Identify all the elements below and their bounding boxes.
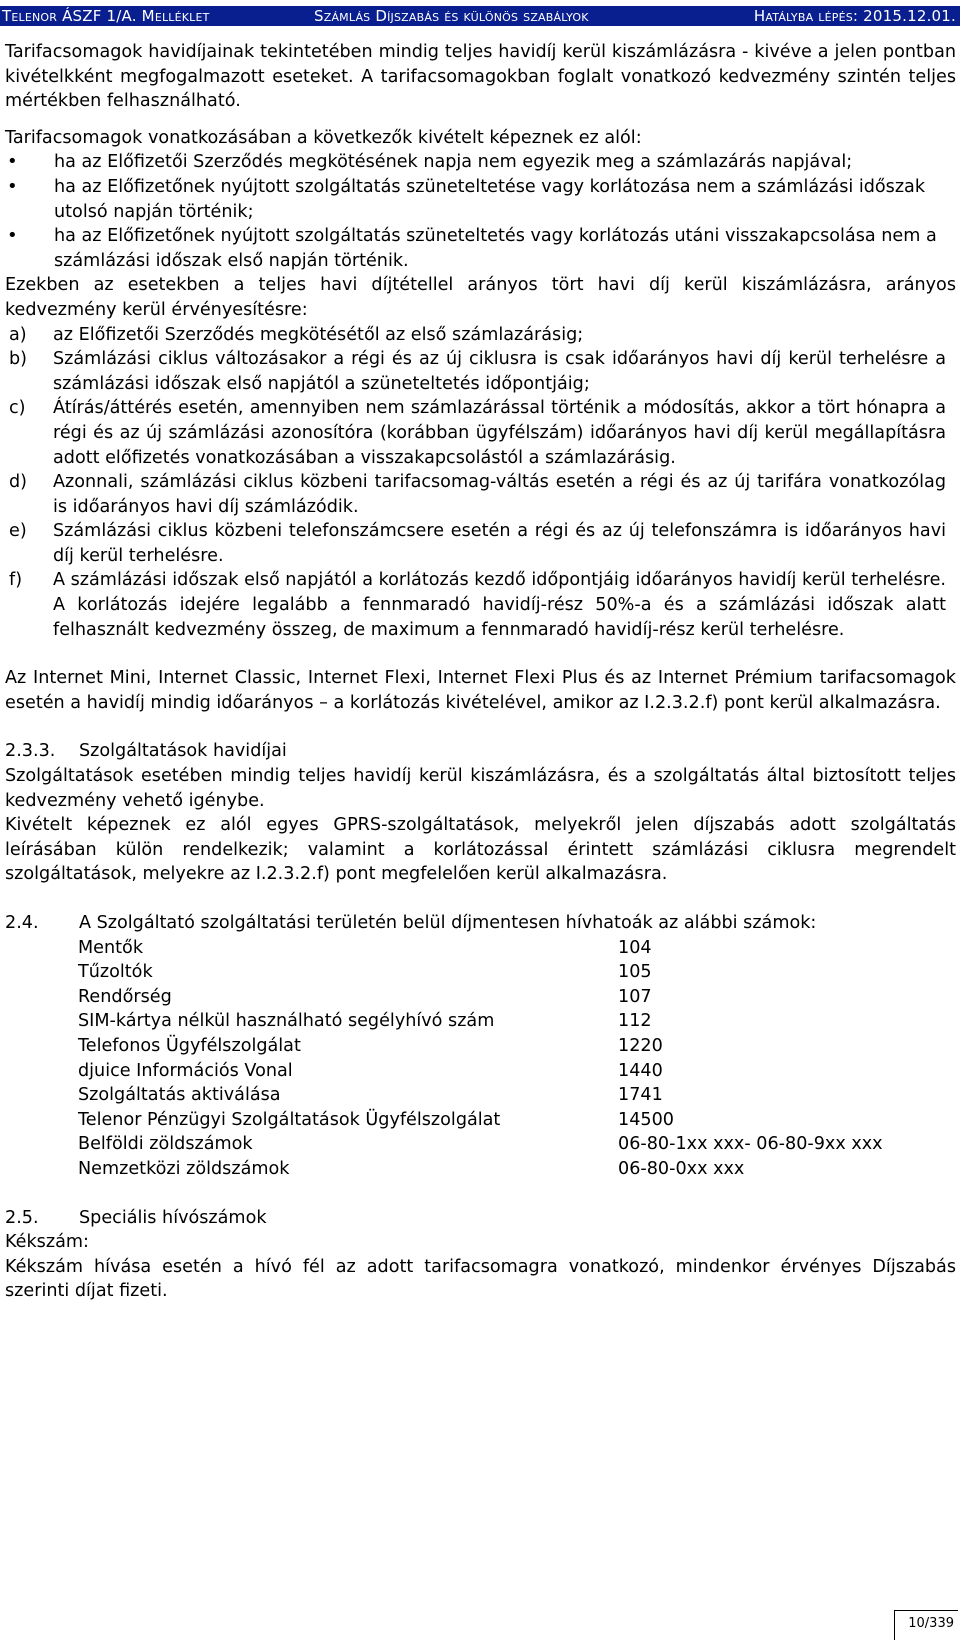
- table-row: [78, 1157, 883, 1182]
- list-label: a): [9, 324, 27, 345]
- list-item: • ha az Előfizetői Szerződés megkötésének napja nem egyezik meg a számlazárás napjával;: [5, 150, 956, 175]
- phone-number-cell: 104: [618, 937, 652, 958]
- table-row: [78, 1009, 883, 1034]
- service-name-cell: Tűzoltók: [78, 962, 153, 983]
- section-number: 2.3.3.: [5, 741, 56, 762]
- phone-number-cell: 112: [618, 1011, 652, 1032]
- page-header: [0, 4, 960, 28]
- list-item: [5, 470, 956, 519]
- phone-number-cell: 107: [618, 986, 652, 1007]
- phone-number-cell: 1440: [618, 1060, 663, 1081]
- section-233-heading: [5, 739, 956, 764]
- list-text: Számlázási ciklus közbeni telefonszámcsere esetén a régi és az új telefonszámra is időarányos havi díj kerül terhelésre.: [53, 521, 946, 566]
- header-effective-date: Hatályba lépés: 2015.12.01.: [753, 7, 956, 25]
- section-title: A Szolgáltató szolgáltatási területén belül díjmentesen hívhatoák az alábbi számok:: [79, 913, 817, 933]
- list-item: [5, 323, 956, 348]
- service-name-cell: djuice Információs Vonal: [78, 1060, 293, 1081]
- page-number-rule-vertical: [894, 1610, 895, 1640]
- page-number: 10/339: [908, 1616, 954, 1631]
- section-number: 2.5.: [5, 1207, 39, 1228]
- list-label: f): [9, 570, 23, 591]
- section-25-subtitle: Kékszám:: [5, 1232, 89, 1253]
- table-row: [78, 960, 883, 985]
- service-name-cell: Mentők: [78, 937, 144, 958]
- list-text: A számlázási időszak első napjától a korlátozás kezdő időpontjáig időarányos havidíj kerül terhelésre. A korlátozás idejére legalább a fennmaradó havidíj-rész 50%-a és a számlázási időszak alatt felhasznált kedvezmény összeg, de maximum a fennmaradó havidíj-rész kerül terhelésre.: [53, 570, 947, 640]
- table-row: [78, 936, 883, 961]
- table-row: [78, 1083, 883, 1108]
- list-item: [5, 568, 956, 642]
- section-title: Speciális hívószámok: [79, 1207, 267, 1228]
- list-label: d): [9, 472, 28, 493]
- section-number: 2.4.: [5, 913, 39, 933]
- list-item: • ha az Előfizetőnek nyújtott szolgáltatás szüneteltetés vagy korlátozás utáni visszakapcsolása nem a számlázási időszak első napján történik.: [5, 224, 956, 273]
- section-25-paragraph: Kékszám hívása esetén a hívó fél az adott tarifacsomagra vonatkozó, mindenkor érvényes Díjszabás szerinti díjat fizeti.: [5, 1256, 956, 1302]
- list-text: Azonnali, számlázási ciklus közbeni tarifacsomag-váltás esetén a régi és az új tarifára vonatkozólag is időarányos havi díj számlázódik.: [53, 472, 946, 517]
- list-text: Számlázási ciklus változásakor a régi és az új ciklusra is csak időarányos havi díj kerül terhelésre a számlázási időszak első napjától a szüneteltetés időpontjáig;: [53, 349, 946, 394]
- exceptions-list: [5, 150, 956, 273]
- cases-list: [5, 323, 956, 643]
- cases-intro: Ezekben az esetekben a teljes havi díjtétellel arányos tört havi díj kerül kiszámlázásra, arányos kedvezmény kerül érvényesítésre:: [5, 275, 956, 320]
- list-text: az Előfizetői Szerződés megkötésétől az első számlazárásig;: [53, 324, 584, 345]
- list-label: b): [9, 349, 28, 370]
- phone-number-cell: 06-80-0xx xxx: [618, 1158, 745, 1179]
- phone-number-cell: 1220: [618, 1035, 663, 1056]
- phone-number-cell: 105: [618, 962, 652, 983]
- exceptions-intro: Tarifacsomagok vonatkozásában a következők kivételt képeznek ez alól:: [5, 127, 642, 148]
- document-body: [5, 40, 956, 1304]
- section-233-paragraph-2: Kivételt képeznek ez alól egyes GPRS-szolgáltatások, melyekről jelen díjszabás adott szolgáltatás leírásában külön rendelkezik; valamint a korlátozással érintett számlázási ciklusra megrendelt szolgáltatások, melyekre az I.2.3.2.f) pont megfelelően kerül alkalmazásra.: [5, 815, 956, 885]
- phone-number-cell: 14500: [618, 1109, 674, 1130]
- service-name-cell: SIM-kártya nélkül használható segélyhívó szám: [78, 1011, 495, 1032]
- list-label: e): [9, 521, 27, 542]
- service-name-cell: Nemzetközi zöldszámok: [78, 1158, 290, 1179]
- service-name-cell: Szolgáltatás aktiválása: [78, 1085, 281, 1106]
- table-row: [78, 985, 883, 1010]
- list-item: • ha az Előfizetőnek nyújtott szolgáltatás szüneteltetése vagy korlátozása nem a számlázási időszak utolsó napján történik;: [5, 175, 956, 224]
- list-label: c): [9, 398, 26, 419]
- list-item: [5, 519, 956, 568]
- section-25-heading: [5, 1206, 956, 1231]
- table-row: [78, 1034, 883, 1059]
- intro-paragraph: Tarifacsomagok havidíjainak tekintetében mindig teljes havidíj kerül kiszámlázásra - kivéve a jelen pontban kivételkként megfogalmazott eseteket. A tarifacsomagokban foglalt vonatkozó kedvezmény szintén teljes mértékben felhasználható.: [5, 42, 956, 112]
- list-item: [5, 347, 956, 396]
- table-row: [78, 1108, 883, 1133]
- section-24-heading: [5, 911, 956, 936]
- list-item: [5, 396, 956, 470]
- service-name-cell: Telefonos Ügyfélszolgálat: [78, 1035, 301, 1056]
- internet-paragraph: Az Internet Mini, Internet Classic, Internet Flexi, Internet Flexi Plus és az Internet Prémium tarifacsomagok esetén a havidíj mindig időarányos – a korlátozás kivételével, amikor az I.2.3.2.f) pont kerül alkalmazásra.: [5, 668, 956, 713]
- service-name-cell: Telenor Pénzügyi Szolgáltatások Ügyfélszolgálat: [78, 1109, 501, 1130]
- header-section-name: Számlás Díjszabás és különös szabályok: [314, 7, 589, 25]
- phone-number-cell: 1741: [618, 1085, 663, 1106]
- page-number-rule: [894, 1610, 958, 1611]
- list-text: Átírás/áttérés esetén, amennyiben nem számlazárással történik a módosítás, akkor a tört hónapra a régi és az új számlázási azonosítóra (korábban ügyfélszám) időarányos havi díj kerül megállapításra adott előfizetés vonatkozásában a visszakapcsolástól a számlazárásig.: [53, 398, 946, 468]
- header-document-name: Telenor ÁSZF 1/A. Melléklet: [2, 7, 210, 25]
- service-name-cell: Rendőrség: [78, 986, 172, 1007]
- table-row: [78, 1132, 883, 1157]
- section-233-paragraph-1: Szolgáltatások esetében mindig teljes havidíj kerül kiszámlázásra, és a szolgáltatás által biztosított teljes kedvezmény vehető igénybe.: [5, 766, 956, 811]
- table-row: [78, 1059, 883, 1084]
- phone-number-cell: 06-80-1xx xxx- 06-80-9xx xxx: [618, 1134, 883, 1155]
- service-name-cell: Belföldi zöldszámok: [78, 1134, 253, 1155]
- free-numbers-table: [78, 936, 883, 1182]
- section-title: Szolgáltatások havidíjai: [79, 741, 287, 762]
